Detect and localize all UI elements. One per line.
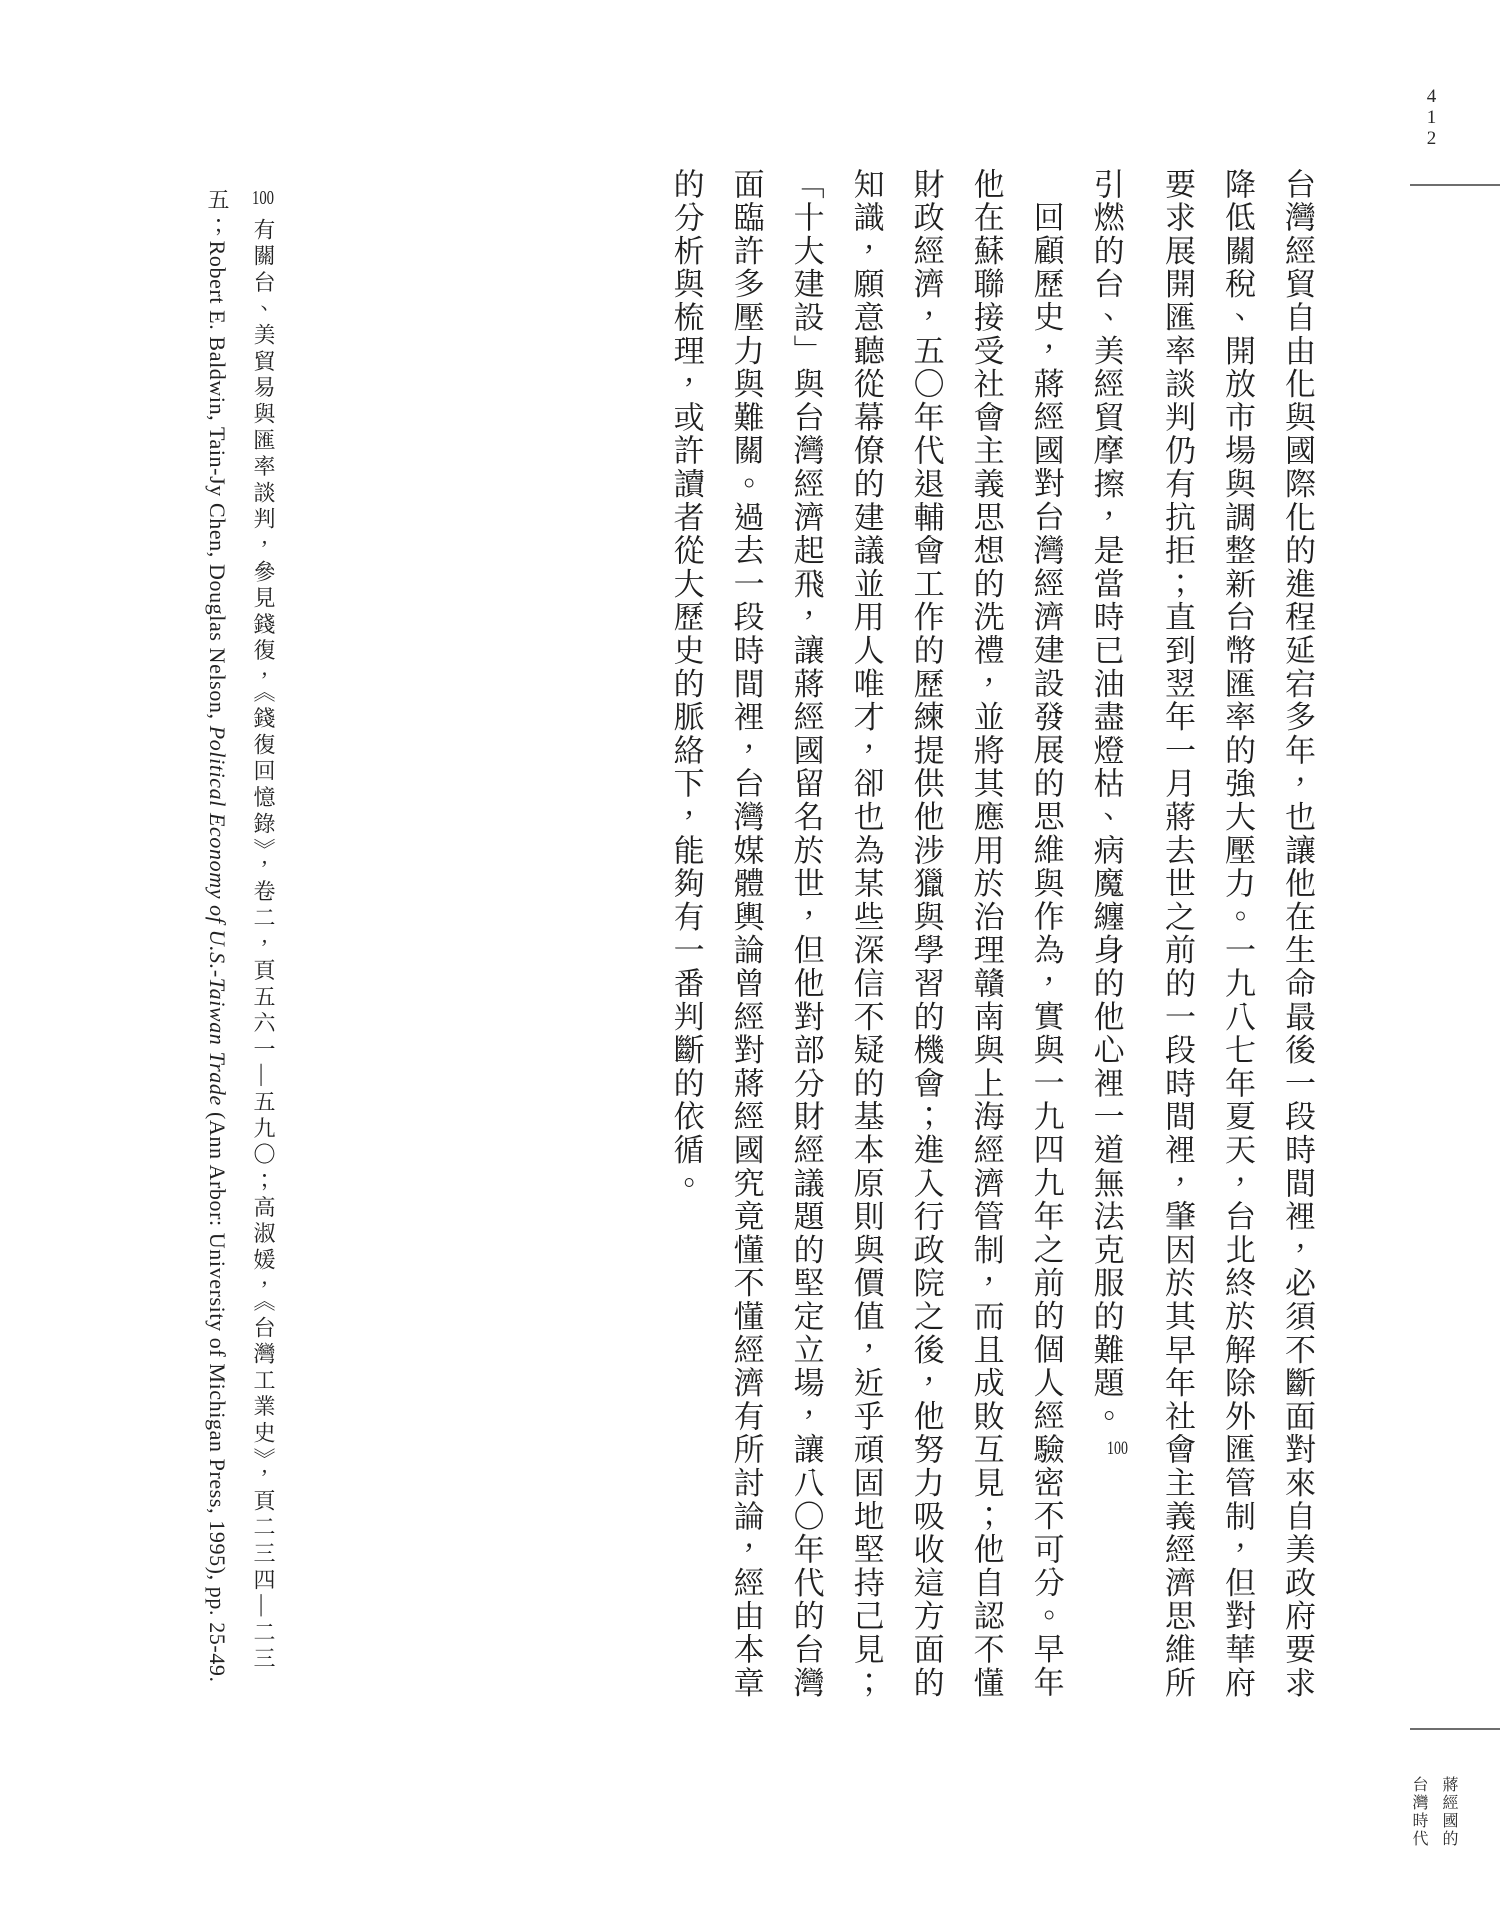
citation-publisher-pages: (Ann Arbor: University of Michigan Press, 1995), pp. 25-49. <box>205 1105 230 1683</box>
paragraph-1-text: 台灣經貿自由化與國際化的進程延宕多年，也讓他在生命最後一段時間裡，必須不斷面對來自美政府要求降低關稅、開放市場與調整新台幣匯率的強大壓力。一九八七年夏天，台北終於解除外匯管制，但對華府要求展開匯率談判仍有抗拒；直到翌年一月蔣去世之前的一段時間裡，肇因於其早年社會主義經濟思維所引燃的台、美經貿摩擦，是當時已油盡燈枯、病魔纏身的他心裡一道無法克服的難題。 <box>1088 168 1315 1700</box>
citation-authors: Robert E. Baldwin, Tain-Jy Chen, Douglas Nelson, <box>205 240 230 726</box>
footnote-reference-100: 100 <box>1107 1439 1128 1459</box>
footnote-line-1 <box>240 188 286 1736</box>
footnote-block <box>194 188 286 1736</box>
main-text-block <box>667 168 1327 1701</box>
footnote-number: 100 <box>252 188 274 208</box>
book-title-part-2: 台灣時代 <box>1410 1776 1427 1848</box>
footnote-line-2 <box>195 188 240 1736</box>
footnote-text-zh: 有關台、美貿易與匯率談判，參見錢復，《錢復回憶錄》，卷二，頁五六一—五九〇；高淑媛，《台灣工業史》，頁二三四—二三 <box>251 218 276 1674</box>
footnote-text-zh-continued: 五； <box>205 188 230 241</box>
paragraph-1 <box>1076 168 1327 1701</box>
footer-rule <box>1410 1728 1500 1730</box>
running-book-title <box>1403 1776 1463 1860</box>
page-number: 412 <box>1421 86 1442 149</box>
citation-title: Political Economy of U.S.-Taiwan Trade <box>205 725 230 1106</box>
book-title-part-1: 蔣經國的 <box>1440 1776 1457 1848</box>
header-rule <box>1410 184 1500 186</box>
paragraph-2: 回顧歷史，蔣經國對台灣經濟建設發展的思維與作為，實與一九四九年之前的個人經驗密不可分。早年他在蘇聯接受社會主義思想的洗禮，並將其應用於治理贛南與上海經濟管制，而且成敗互見；他自認不懂財政經濟，五〇年代退輔會工作的歷練提供他涉獵與學習的機會；進入行政院之後，他努力吸收這方面的知識，願意聽從幕僚的建議並用人唯才，卻也為某些深信不疑的基本原則與價值，近乎頑固地堅持己見；「十大建設」與台灣經濟起飛，讓蔣經國留名於世，但他對部分財經議題的堅定立場，讓八〇年代的台灣面臨許多壓力與難關。過去一段時間裡，台灣媒體輿論曾經對蔣經國究竟懂不懂經濟有所討論，經由本章的分析與梳理，或許讀者從大歷史的脈絡下，能夠有一番判斷的依循。 <box>668 168 1064 1700</box>
